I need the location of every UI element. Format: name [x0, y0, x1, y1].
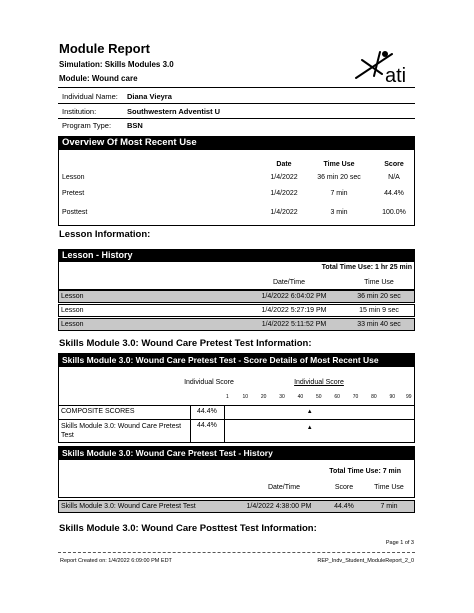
overview-row-date: 1/4/2022: [270, 209, 298, 216]
overview-row-name: Lesson: [62, 174, 85, 181]
scale-ticks: [224, 394, 416, 402]
individual-score-header: Individual Score: [184, 379, 234, 386]
table-row: [58, 500, 415, 513]
lesson-row-name: Lesson: [61, 307, 84, 314]
pretest-row-datetime: 1/4/2022 4:38:00 PM: [246, 503, 312, 510]
score-details-title: Skills Module 3.0: Wound Care Pretest Test - Score Details of Most Recent Use: [58, 353, 415, 367]
lesson-header-datetime: Date/Time: [272, 279, 306, 286]
table-row: [58, 304, 415, 317]
divider: [58, 103, 415, 104]
score-marker: ▲: [306, 425, 313, 431]
composite-label: COMPOSITE SCORES: [61, 408, 135, 415]
scale-tick: 99: [406, 394, 412, 400]
overview-row-score: N/A: [388, 174, 400, 181]
overview-header-score: Score: [384, 161, 404, 168]
scale-tick: 70: [352, 394, 359, 400]
info-value-program: BSN: [127, 121, 143, 130]
overview-header-time: Time Use: [323, 161, 355, 168]
score-details-table: [58, 367, 415, 443]
score-marker: ▲: [306, 409, 313, 415]
table-row: [58, 318, 415, 331]
pretest-header-datetime: Date/Time: [267, 484, 301, 491]
table-row: [59, 420, 414, 442]
lesson-row-name: Lesson: [61, 321, 84, 328]
pretest-row-time: 7 min: [380, 503, 398, 510]
info-value-name: Diana Vieyra: [127, 92, 172, 101]
pretest-row-label: Skills Module 3.0: Wound Care Pretest Test: [61, 423, 182, 439]
lesson-info-title: Lesson Information:: [59, 229, 151, 240]
pretest-header-time: Time Use: [374, 484, 404, 491]
pretest-info-title: Skills Module 3.0: Wound Care Pretest Test Information:: [59, 338, 312, 349]
pretest-row-score: 44.4%: [334, 503, 354, 510]
scale-tick: 80: [371, 394, 377, 400]
scale-tick: 20: [260, 394, 267, 400]
lesson-row-datetime: 1/4/2022 6:04:02 PM: [261, 293, 327, 300]
module-label: Module: Wound care: [59, 74, 138, 83]
scale-tick: 60: [334, 394, 340, 400]
overview-table: [58, 150, 415, 226]
overview-row-score: 44.4%: [384, 190, 404, 197]
divider: [58, 87, 415, 88]
overview-header-date: Date: [276, 161, 292, 168]
scale-tick: 30: [279, 394, 285, 400]
page-number: Page 1 of 3: [385, 540, 414, 546]
info-label-program: Program Type:: [62, 121, 112, 130]
report-created: Report Created on: 1/4/2022 6:09:00 PM EDT: [60, 558, 172, 564]
overview-row-name: Pretest: [62, 190, 85, 197]
overview-row-time: 36 min 20 sec: [317, 174, 361, 181]
footer-divider: [58, 552, 415, 553]
lesson-row-datetime: 1/4/2022 5:27:19 PM: [261, 307, 327, 314]
scale-tick: 90: [389, 394, 396, 400]
pretest-history-header: [58, 460, 415, 498]
composite-score: 44.4%: [197, 408, 217, 415]
simulation-label: Simulation: Skills Modules 3.0: [59, 60, 174, 69]
scale-tick: 10: [242, 394, 249, 400]
info-value-institution: Southwestern Adventist U: [127, 107, 221, 116]
pretest-row-name: Skills Module 3.0: Wound Care Pretest Test: [61, 503, 196, 510]
report-file: REP_Indv_Student_ModuleReport_2_0: [317, 558, 414, 564]
lesson-header-time: Time Use: [364, 279, 394, 286]
info-label-institution: Institution:: [62, 107, 97, 116]
overview-row-score: 100.0%: [382, 209, 406, 216]
pretest-history-title: Skills Module 3.0: Wound Care Pretest Test - History: [58, 446, 415, 460]
overview-row-date: 1/4/2022: [270, 174, 298, 181]
scale-tick: 50: [316, 394, 322, 400]
report-title: Module Report: [59, 41, 150, 56]
lesson-row-time: 36 min 20 sec: [357, 293, 401, 300]
table-row: [59, 405, 414, 420]
lesson-row-datetime: 1/4/2022 5:11:52 PM: [261, 321, 327, 328]
overview-row-time: 7 min: [330, 190, 348, 197]
overview-row-time: 3 min: [330, 209, 348, 216]
pretest-row-score: 44.4%: [197, 422, 217, 429]
overview-row-date: 1/4/2022: [270, 190, 298, 197]
divider: [58, 118, 415, 119]
scale-header: Individual Score: [294, 379, 344, 386]
lesson-history-title: Lesson - History: [58, 249, 415, 262]
table-row: [58, 290, 415, 303]
scale-tick: 40: [297, 394, 304, 400]
pretest-header-score: Score: [334, 484, 354, 491]
overview-row-name: Posttest: [62, 209, 88, 216]
lesson-row-time: 33 min 40 sec: [357, 321, 401, 328]
ati-logo: [352, 48, 414, 88]
lesson-row-name: Lesson: [61, 293, 84, 300]
logo-text: ati: [385, 65, 407, 87]
scale-tick: 1: [226, 394, 229, 400]
info-label-name: Individual Name:: [62, 92, 118, 101]
lesson-total-time: Total Time Use: 1 hr 25 min: [321, 264, 412, 271]
posttest-info-title: Skills Module 3.0: Wound Care Posttest Test Information:: [59, 523, 317, 534]
overview-title: Overview Of Most Recent Use: [58, 136, 415, 150]
lesson-row-time: 15 min 9 sec: [359, 307, 399, 314]
lesson-history-header: [58, 262, 415, 290]
pretest-total-time: Total Time Use: 7 min: [329, 468, 401, 475]
